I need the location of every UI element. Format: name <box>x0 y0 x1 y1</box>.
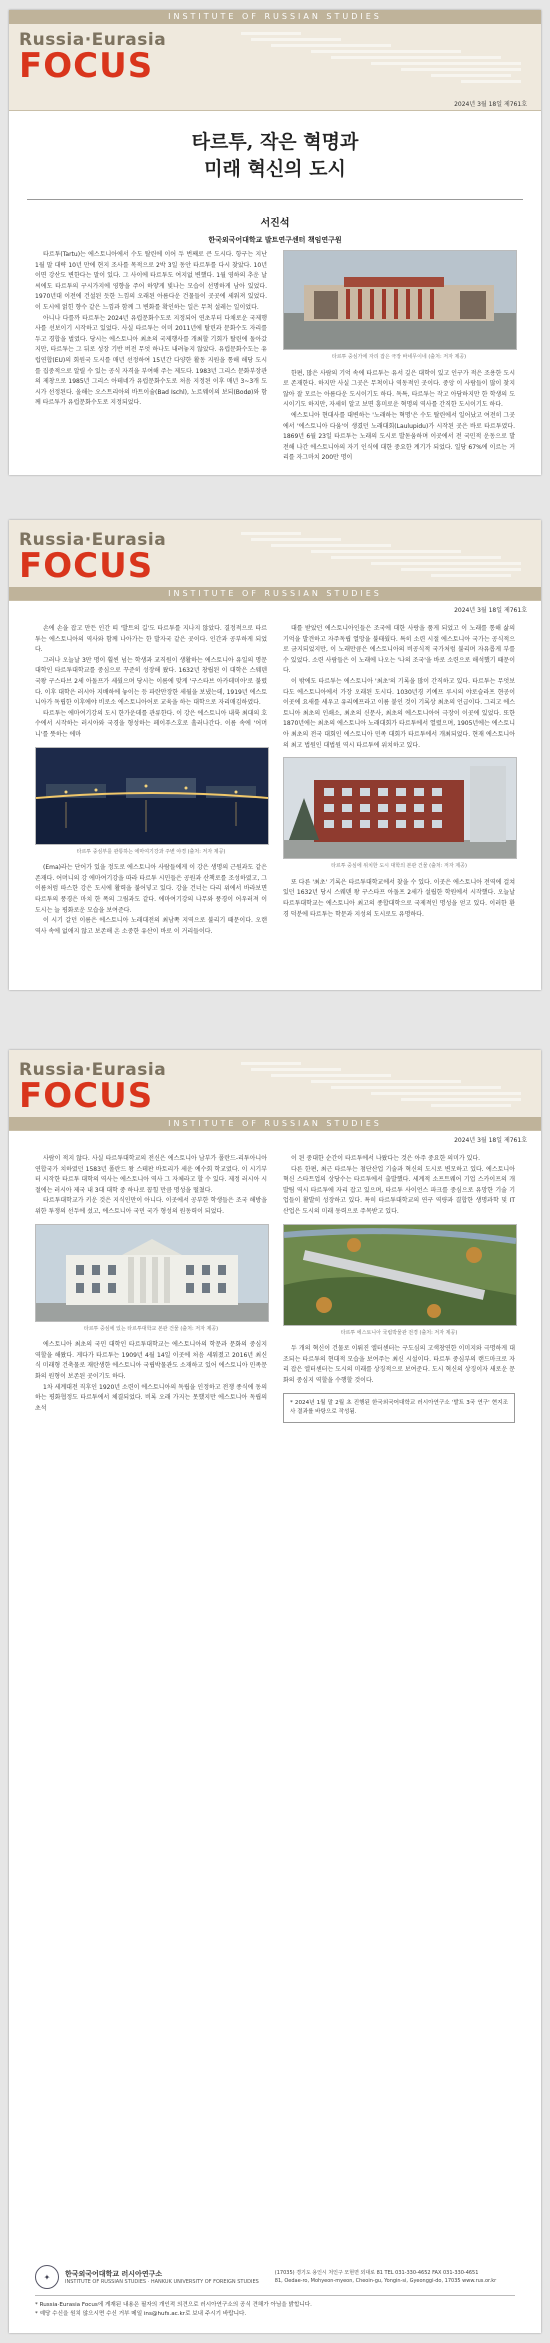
masthead <box>9 10 541 111</box>
paragraph: (Ema)라는 단어가 있을 정도로 에스토니아 사람들에게 이 강은 생명의 근원과도 같은 존재다. 어머니의 강 에마여기강을 따라 타르투 시민들은 공원과 산책로를 조성하였고, 그 이름처럼 따스한 강은 도시에 활력을 불어넣고 있다. 강을 건너는 다리 위에서 바라보면 타르투의 풍경은 마치 한 폭의 그림과도 같다. 에마여기강의 나무와 풍경이 어우러져 이 도시는 늘 평화로운 모습을 보여준다. <box>35 864 267 914</box>
photo-aerial-museum <box>283 1224 517 1326</box>
photo-river-night <box>35 747 269 845</box>
title-line2: 미래 혁신의 도시 <box>204 158 346 180</box>
address-line1: (17035) 경기도 용인시 처인구 모현면 외대로 81 TEL 031-330-4652 FAX 031-330-4651 <box>274 2270 479 2276</box>
university-seal-icon: ✦ <box>35 2265 59 2289</box>
masthead-bottom-strip: INSTITUTE OF RUSSIAN STUDIES <box>9 1117 541 1130</box>
address-line2: 81, Oedae-ro, Mohyeon-myeon, Cheoin-gu, Yongin-si, Gyeonggi-do, 17035 www.rus.or.kr <box>274 2278 497 2284</box>
paragraph: 아니나 다를까 타르투는 2024년 유럽문화수도로 지정되어 연초부터 다채로운 국제행사를 선보이기 시작하고 있었다. 사실 타르투는 이미 2011년에 탈린과 문화수도 자리를 두고 경합을 벌였다. 당시는 에스토니아 최초의 국제행사를 개최할 기회가 탈린에 돌아갔지만, 타르투는 그 뒤로 성장 기반 버전 무엇 하나도 내려놓지 않았다. 유럽문화수도는 유럽연합(EU)의 회원국 도시를 매년 선정하여 15년간 다양한 활동 지원을 통해 해당 도시를 집중적으로 알릴 수 있는 공식 자격을 부여해 주는 제도다. 1983년 그리스 문화부장관의 제창으로 1985년 그리스 아테네가 유럽문화수도로 처음 지정된 이후 매년 3~3개 도시가 선정된다. 올해는 오스트리아의 바트이슐(Bad Ischl), 노르웨이의 보되(Bodø)와 함께 타르투가 유럽문화수도로 지정되었다. <box>35 314 267 407</box>
institute-name: 한국외국어대학교 러시아연구소 <box>65 2270 163 2278</box>
masthead <box>9 1050 541 1131</box>
page3-columns <box>35 1154 515 1534</box>
masthead-logo <box>19 530 167 586</box>
paragraph: 이 밖에도 타르투는 에스토니아 '최초'의 기록을 많이 간직하고 있다. 타르투는 무엇보다도 에스토니아에서 가장 오래된 도시다. 1030년경 키예프 루시의 야로슬라프 현공이 이곳에 요새를 세우고 유리예프라고 이름 붙인 것이 기록상 최초의 언급이다. 그리고 에스토니아 최초의 인쇄소, 최초의 신문사, 최초의 에스토니아어 극장이 이곳에 있었다. 또한 1870년에는 최초의 에스토니아 노래대회가 타르투에서 열렸으며, 1905년에는 에스토니아 최초의 전국 대회인 에스토니아 민족 대회가 타르투에서 개최되었다. 현재 에스토니아의 최고 법원인 대법원 역시 타르투에 위치하고 있다. <box>283 677 515 749</box>
page3-right-column <box>283 1154 515 1423</box>
photo-caption: 타르투 중심에 있는 타르투대학교 본관 건물 (출처: 저자 제공) <box>83 1325 219 1332</box>
paragraph: 손에 손을 잡고 만든 인간 띠 '발트의 길'도 타르투를 지나지 않았다. 결정적으로 타르투는 에스토니아의 역사와 함께 나아가는 한 발자국 같은 곳이다. 인간과 공부하게 되었다. <box>35 625 267 654</box>
paragraph: 그러나 오늘날 3만 명이 훨씬 넘는 학생과 교직원이 생활하는 에스토니아 유일의 명문 대학인 타르투대학교를 중심으로 꾸준히 성장해 왔다. 1632년 창립된 이 대학은 스웨덴 국왕 구스타브 2세 아돌프가 세웠으며 당시는 이름에 맞게 '구스타브 아카데미아'로 불렸다. 이후 대학은 러시아 지배하에 놓이는 등 파란만장한 세월을 보냈는데, 1919년 에스토니아가 독립한 이후에야 비로소 에스토니아어로 교육을 하는 대학으로 자리매김하였다. <box>35 656 267 707</box>
page-footer <box>35 2265 515 2319</box>
page2-columns <box>35 624 515 984</box>
page1-left-column <box>35 250 267 409</box>
logo-line1: Russia·Eurasia <box>19 1060 167 1080</box>
page1-right-column <box>283 250 515 464</box>
logo-line2: FOCUS <box>19 1076 154 1116</box>
paragraph: 두 개의 혁신이 건물로 이뤄진 엘터센터는 구도심의 고색창연한 이미지와 극명하게 대조되는 타르투의 현대적 모습을 보여주는 최신 시설이다. 타르투 중심부의 랜드마크로 자리 잡은 엘터센터는 도시의 미래를 상징적으로 보여준다. 도시 혁신의 상징이자 새로운 문화의 중심지 역할을 수행할 것이다. <box>283 1345 515 1384</box>
page-2 <box>9 520 541 990</box>
issue-number: 2024년 3월 18일 제761호 <box>454 1137 527 1144</box>
world-map-graphic <box>231 1054 541 1118</box>
paragraph: 에스토니아 최초의 국민 대학인 타르투대학교는 에스토니아의 학문과 문화의 중심지 역할을 해왔다. 게다가 타르투는 1909년 4월 14일 이곳에 처음 세워졌고 2016년 최신식 미래형 건축물로 재탄생한 에스토니아 국립박물관도 소재하고 있어 에스토니아 민족문화의 원형이 보존된 곳이기도 하다. <box>35 1341 267 1380</box>
page2-right-column <box>283 624 515 920</box>
world-map-graphic <box>231 24 541 88</box>
page3-left-column <box>35 1154 267 1414</box>
photo-caption: 타르투 중심가에 자리 잡은 극장 바네무이네 (출처: 저자 제공) <box>331 354 467 360</box>
paragraph: 타르투는 에마여기강의 도시 한가운데를 관류한다. 이 강은 에스토니아 내륙 최대의 호수에서 시작하는 러시아와 국경을 형성하는 페이푸스호로 흘러나간다. 이름 속에 '어머니'를 뜻하는 에마 <box>35 709 267 738</box>
author-block <box>9 214 541 245</box>
page2-left-column <box>35 624 267 937</box>
footnote-box: * 2024년 1월 말 2월 초 진행된 한국외국어대학교 러시아연구소 '발트 3국 연구' 현지조사 결과를 바탕으로 작성됨. <box>283 1393 515 1423</box>
logo-line2: FOCUS <box>19 46 154 86</box>
masthead-logo <box>19 30 167 86</box>
institute-info <box>35 2265 515 2296</box>
title-line1: 타르투, 작은 혁명과 <box>191 131 359 153</box>
author-name: 서진석 <box>260 218 290 229</box>
photo-theatre <box>283 250 517 350</box>
issue-number: 2024년 3월 18일 제761호 <box>454 101 527 108</box>
page-1 <box>9 10 541 475</box>
page-3 <box>9 1050 541 2333</box>
institute-address <box>275 2269 496 2285</box>
world-map-graphic <box>231 524 541 588</box>
paragraph: 이 된 중대한 순간이 타르투에서 나왔다는 것은 아주 중요한 의미가 있다. <box>291 1155 481 1162</box>
photo-red-building <box>283 757 517 859</box>
paragraph: 한편, 많은 사람의 기억 속에 타르투는 유서 깊은 대학이 있고 인구가 적은 조용한 도시로 존재한다. 하지만 사실 그곳은 무척이나 역동적인 곳이다. 중앙 이 사람들이 많이 찾지 않아 잘 모르는 아름다운 도시이기도 하다. 독특, 타르투는 작고 아담하지만 한 학생의 도시이기도 하지만, 자세히 알고 보면 흥미로운 혁명의 역사를 간직한 도시이기도 하다. <box>283 369 515 409</box>
paragraph: 다른 한편, 최근 타르투는 첨단산업 기술과 혁신의 도시로 변모하고 있다. 에스토니아 혁신 스타트업의 상당수는 타르투에서 출발했다. 세계적 소프트웨어 기업 스카이프의 개발팀 역시 타르투에 자리 잡고 있으며, 타르투 사이언스 파크를 중심으로 유망한 기술 기업들이 활발히 성장하고 있다. 특히 타르투대학교의 연구 역량과 결합한 생명과학 및 IT 산업은 도시의 미래 동력으로 주목받고 있다. <box>283 1165 515 1215</box>
logo-line1: Russia·Eurasia <box>19 30 167 50</box>
page1-columns <box>35 250 515 470</box>
masthead-bottom-strip: INSTITUTE OF RUSSIAN STUDIES <box>9 587 541 600</box>
disclaimer-line1: * Russia·Eurasia Focus에 게재된 내용은 필자의 개인적 의견으로 러시아연구소의 공식 견해가 아님을 밝힙니다. <box>35 2302 312 2308</box>
logo-line2: FOCUS <box>19 546 154 586</box>
photo-caption: 타르투 에스토니아 국립박물관 전경 (출처: 저자 제공) <box>340 1329 458 1336</box>
paragraph: 1차 세계대전 직후인 1920년 소련이 에스토니아의 독립을 인정하고 전쟁 종식에 동의하는 평화협정도 타르투에서 체결되었다. 비록 오래 가지는 못했지만 에스토니아 독립의 초석 <box>35 1383 267 1412</box>
disclaimer <box>35 2301 515 2319</box>
photo-caption: 타르투 중심에 위치한 도시 대학의 본관 건물 (출처: 저자 제공) <box>331 863 467 870</box>
photo-university-main-building <box>35 1224 269 1322</box>
title-divider <box>27 199 523 200</box>
author-affiliation: 한국외국어대학교 발트연구센터 책임연구원 <box>208 236 342 244</box>
paragraph: 타르투(Tartu)는 에스토니아에서 수도 탈린에 이어 두 번째로 큰 도시다. 항구는 지난 1월 말 대략 10년 만에 현지 조사를 목적으로 2박 3일 동안 타르투를 다시 찾았다. 10년이면 강산도 변한다는 말이 있다. 그 사이에 타르투도 여지없 변했다. 1월 영하의 추운 날씨에도 타르투의 구시가지에 영향을 주어 하얗게 빛나는 모습이 선명하게 남아 있었다. 1970년대 이전에 건설된 듯한 느낌의 오래된 아름다운 건물들이 곳곳에 세워져 있었다. 이 도시에 얽힌 향수 같은 느낌과 함께 그 변화를 확인하는 일은 무척 설레는 일이었다. <box>35 251 267 311</box>
logo-line1: Russia·Eurasia <box>19 530 167 550</box>
paragraph: 이 시기 갈던 이름은 에스토니아 노래대전의 최남쪽 지역으로 불리기 때문이다. 오랜 역사 속에 없애지 않고 보존해 온 소중한 유산이 바로 이 거리들이다. <box>35 917 267 935</box>
paragraph: 사람이 적지 않다. 사실 타르투대학교의 전신은 에스토니아 남부가 폴란드-리투아니아 연합국가 치하였던 1583년 폴란드 왕 스테판 바토리가 세운 예수회 학교였다. 이 시기부터 시작한 타르투 대학의 역사는 에스토니아 역사 그 자체라고 할 수 있다. 제정 러시아 시절에는 러시아 제국 내 3대 대학 중 하나로 꼽힐 만큼 명성을 떨쳤다. <box>35 1155 267 1194</box>
masthead <box>9 520 541 601</box>
photo-caption: 타르투 중심부를 관통하는 에마여기강과 주변 야경 (출처: 저자 제공) <box>76 848 226 855</box>
institute-name-en: INSTITUTE OF RUSSIAN STUDIES · HANKUK UNIVERSITY OF FOREIGN STUDIES <box>65 2279 259 2285</box>
paragraph: 대를 받았던 에스토니아인들은 조국에 대한 사랑을 품게 되었고 이 노래를 통해 삶의 기억을 발견하고 자주독립 열망을 불태웠다. 특히 소련 시절 에스토니아 국가는 공식적으로 금지되었지만, 이 노래만큼은 에스토니아의 비공식적 국가처럼 불리며 자유롭게 부를 수 있었다. 소련 사람들은 이 노래에 나오는 '나의 조국'을 바로 소련으로 해석했기 때문이다. <box>283 625 515 675</box>
article-title <box>9 129 541 183</box>
paragraph: 에스토니아 현대사를 대변하는 '노래하는 혁명'은 수도 탈린에서 일어났고 여전히 그곳에서 '에스토니아 다움'이 생겼던 노래대회(Laulupidu)가 시작된 곳은 바로 타르투였다. 1869년 6월 23일 타르투는 노래의 도시로 발돋움하며 이곳에서 전 국민적 운동으로 발전해 나간 에스토니아의 자기 인식에 대한 중요한 계기가 되었다. 일당 67%에 이르는 거리를 자그마치 200만 명이 <box>283 411 515 462</box>
issue-number: 2024년 3월 18일 제761호 <box>454 607 527 614</box>
paragraph: 타르투대학교가 키운 것은 지식인만이 아니다. 이곳에서 공부한 학생들은 조국 해방을 위한 투쟁의 선두에 섰고, 에스토니아 국민 국가 형성의 원동력이 되었다. <box>35 1197 267 1215</box>
masthead-logo <box>19 1060 167 1116</box>
disclaimer-line2: * 예당 수신을 원치 않으시면 수신 거부 메일 ins@hufs.ac.kr로 보내 주시기 바랍니다. <box>35 2311 247 2317</box>
paragraph: 또 다른 '최초' 기록은 타르투대학교에서 찾을 수 있다. 이곳은 에스토니아 전역에 걸쳐 있던 1632년 당시 스웨덴 왕 구스타프 아돌프 2세가 설립한 학원에서 시작했다. 오늘날 타르투대학교는 에스토니아 최고의 종합대학으로 국제적인 명성을 얻고 있다. 이러한 환경 덕분에 타르투는 학문과 지성의 도시로도 유명하다. <box>283 878 515 918</box>
masthead-top-strip: INSTITUTE OF RUSSIAN STUDIES <box>9 10 541 24</box>
